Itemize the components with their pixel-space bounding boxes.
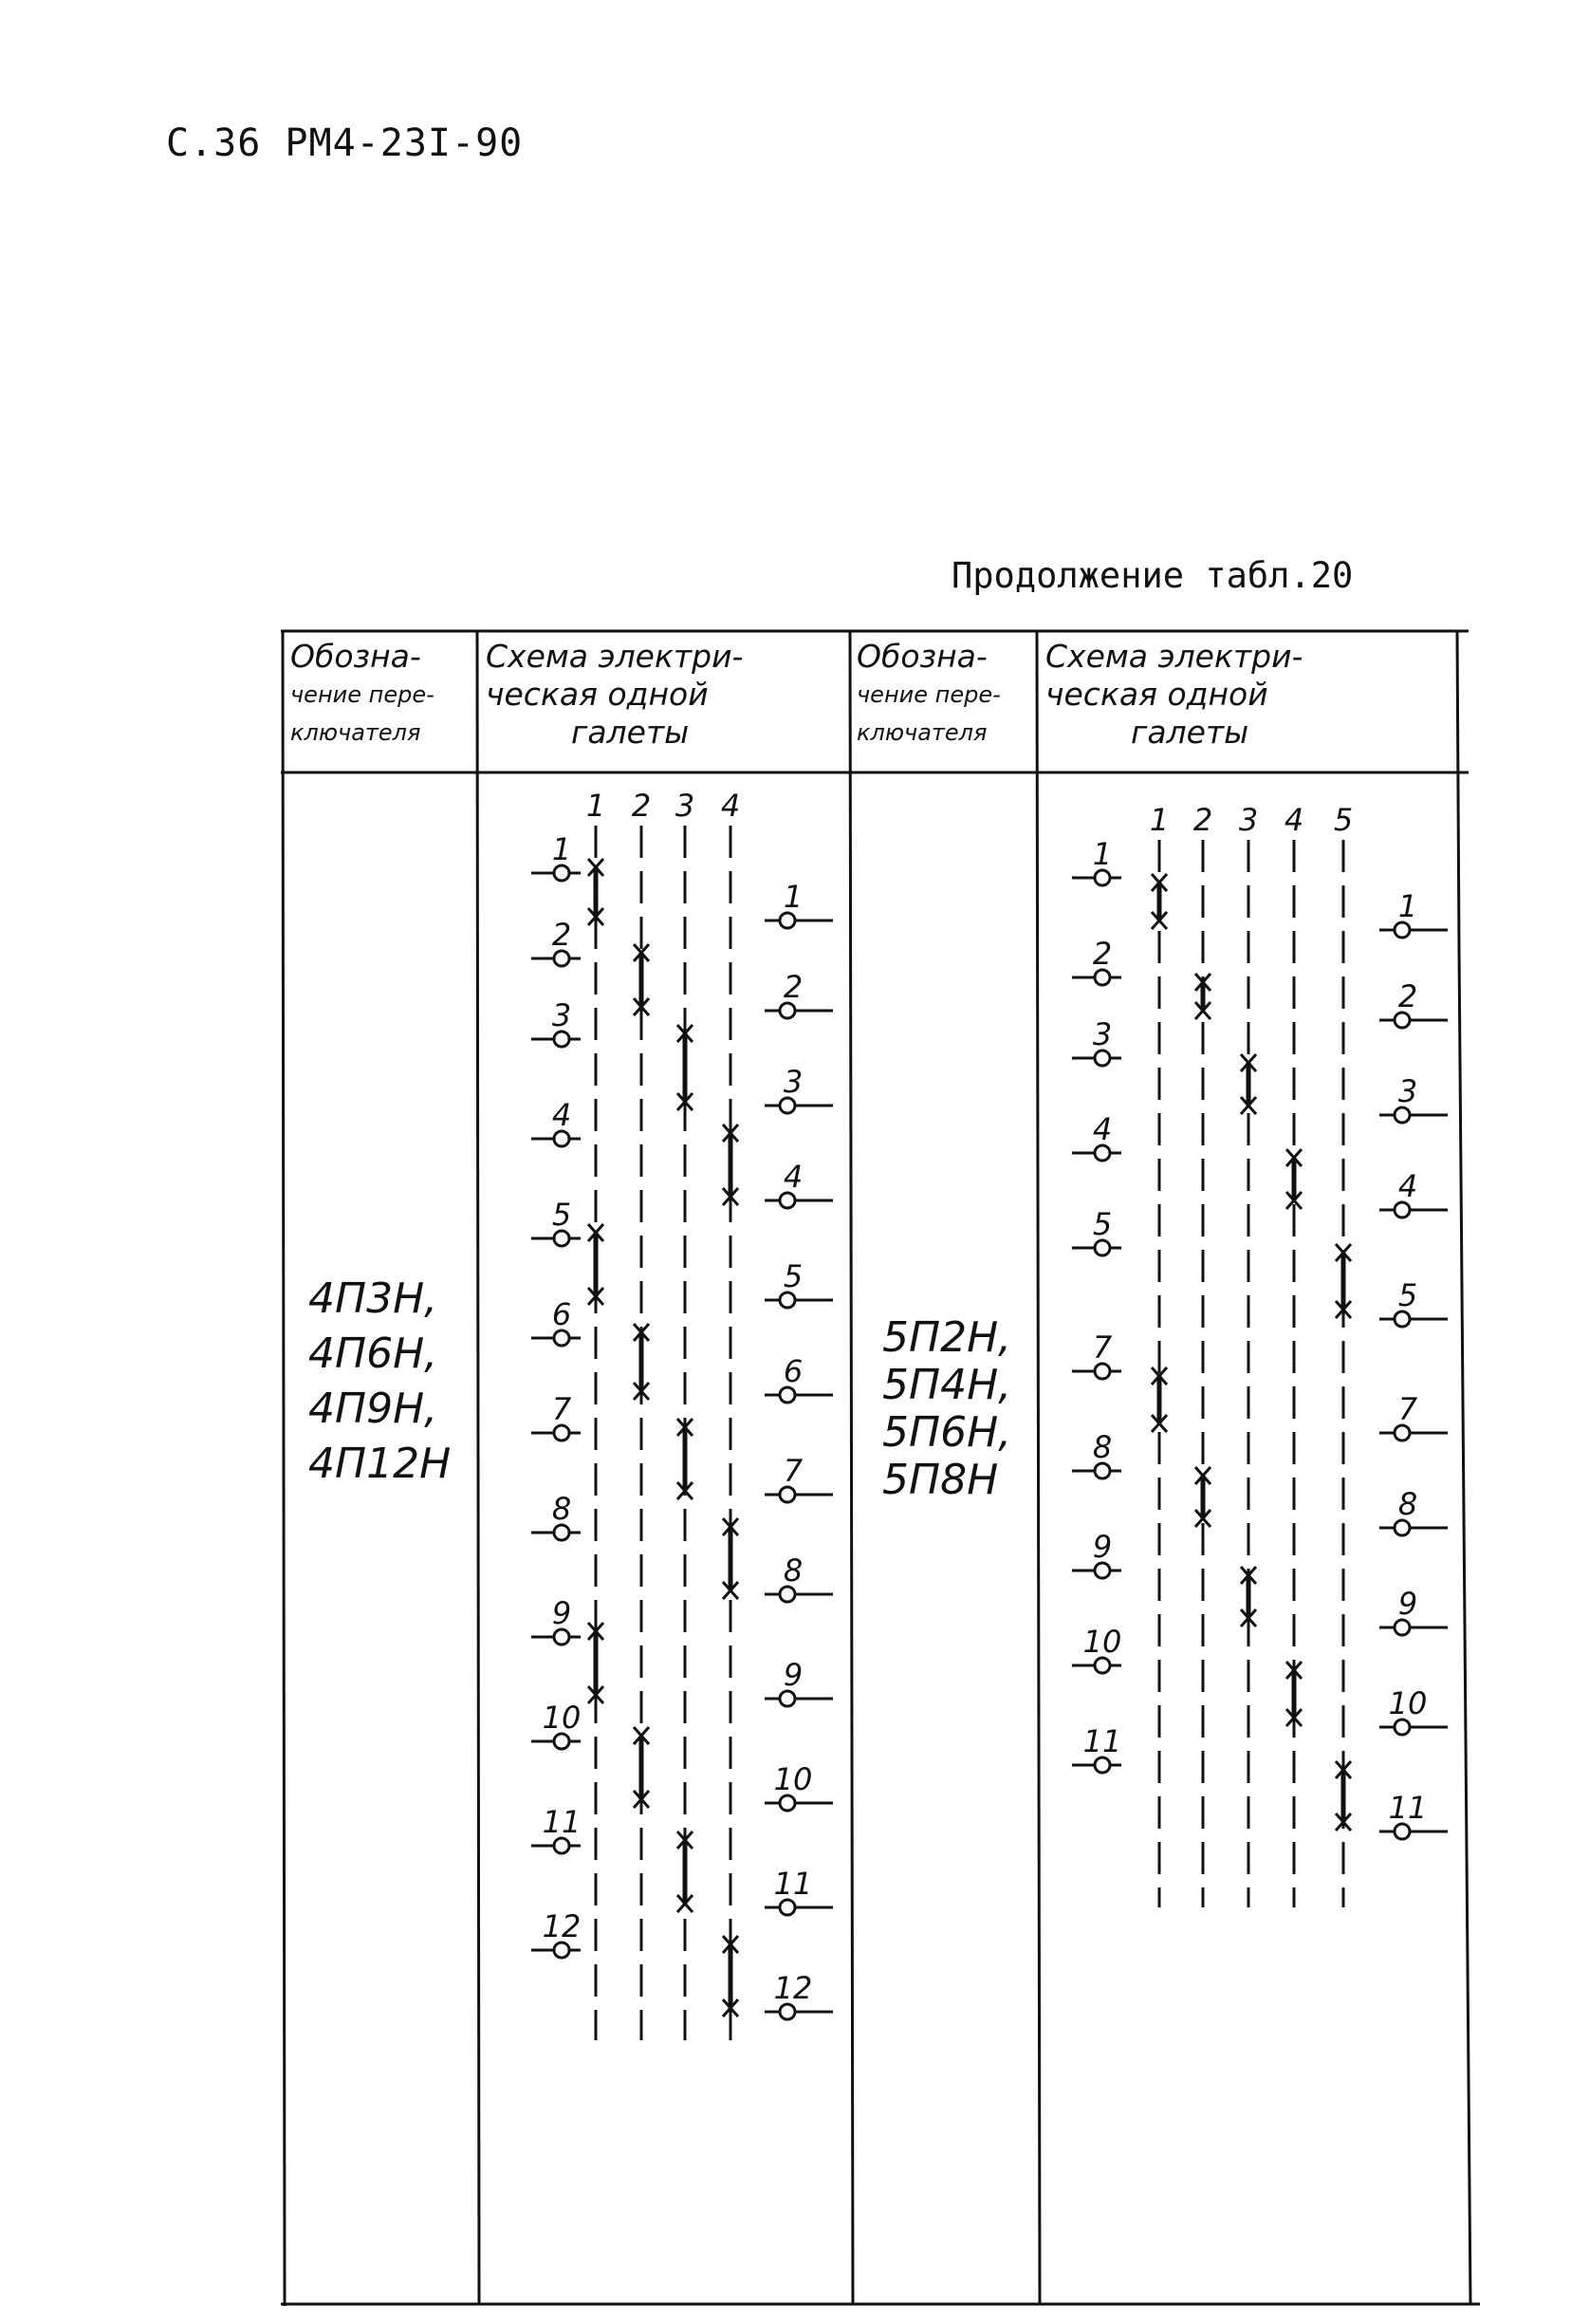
terminal-circle (1395, 1620, 1410, 1635)
designation: 4П3Н, (308, 1274, 438, 1323)
terminal-circle (1395, 1425, 1410, 1441)
terminal-circle (1095, 1145, 1110, 1161)
terminal-number: 7 (1397, 1391, 1418, 1427)
terminal-number: 3 (783, 1064, 804, 1100)
terminal-number: 5 (551, 1197, 572, 1233)
bus-number: 4 (1284, 802, 1304, 838)
terminal-number: 11 (1388, 1790, 1428, 1826)
terminal-number: 2 (551, 917, 572, 953)
terminal-number: 6 (551, 1296, 572, 1332)
terminal-number: 11 (773, 1866, 813, 1902)
terminal-number: 4 (551, 1097, 572, 1133)
terminal-number: 7 (1092, 1329, 1113, 1366)
bus-number: 1 (1149, 802, 1170, 838)
terminal-number: 4 (1092, 1111, 1113, 1147)
terminal-number: 11 (542, 1804, 582, 1840)
bus-number: 3 (675, 788, 695, 824)
designation: 4П9Н, (308, 1385, 438, 1433)
terminal-number: 1 (1397, 888, 1418, 924)
terminal-circle (1395, 922, 1410, 938)
terminal-circle (1095, 1563, 1110, 1578)
header-line: чение пере- (290, 681, 434, 708)
terminal-number: 2 (1397, 978, 1418, 1014)
terminal-number: 12 (773, 1970, 813, 2006)
header-line: ческая одной (1045, 676, 1268, 713)
terminal-number: 1 (1092, 836, 1113, 872)
designation: 5П4Н, (882, 1361, 1012, 1409)
terminal-number: 7 (783, 1453, 804, 1489)
terminal-number: 7 (551, 1391, 572, 1427)
terminal-circle (1395, 1311, 1410, 1327)
terminal-circle (1095, 1050, 1110, 1066)
designation: 5П8Н (882, 1456, 999, 1504)
terminal-number: 2 (1092, 936, 1113, 972)
designation: 5П2Н, (882, 1313, 1012, 1362)
terminal-number: 8 (1092, 1429, 1113, 1465)
header-line: ключателя (290, 719, 421, 746)
terminal-number: 5 (783, 1258, 804, 1294)
terminal-number: 1 (551, 831, 572, 867)
header-line: ческая одной (486, 676, 709, 713)
terminal-number: 8 (1397, 1486, 1418, 1522)
header-line: Схема электри- (1045, 638, 1303, 675)
terminal-number: 4 (1397, 1168, 1418, 1204)
header-line: чение пере- (857, 681, 1001, 708)
terminal-number: 8 (551, 1491, 572, 1527)
header-line: галеты (571, 714, 690, 751)
terminal-number: 4 (783, 1159, 804, 1195)
designation: 4П6Н, (308, 1329, 438, 1378)
terminal-number: 9 (551, 1595, 572, 1631)
terminal-circle (1395, 1520, 1410, 1535)
terminal-circle (1395, 1202, 1410, 1218)
page-header: С.36 РМ4-23I-90 (166, 121, 524, 165)
terminal-number: 3 (551, 997, 572, 1033)
terminal-number: 10 (542, 1700, 582, 1736)
terminal-circle (1095, 1463, 1110, 1478)
designation: 5П6Н, (882, 1408, 1012, 1457)
bus-number: 3 (1238, 802, 1259, 838)
bus-number: 2 (631, 788, 652, 824)
terminal-circle (1395, 1720, 1410, 1735)
terminal-circle (1395, 1013, 1410, 1028)
terminal-number: 11 (1082, 1723, 1122, 1759)
terminal-circle (1095, 1240, 1110, 1255)
terminal-circle (1395, 1824, 1410, 1839)
designation: 4П12Н (308, 1440, 452, 1488)
terminal-number: 5 (1397, 1277, 1418, 1313)
terminal-circle (1095, 1658, 1110, 1673)
terminal-number: 1 (783, 879, 804, 915)
header-line: ключателя (857, 719, 988, 746)
terminal-number: 10 (1082, 1624, 1122, 1660)
bus-number: 5 (1333, 802, 1354, 838)
terminal-number: 10 (1388, 1685, 1428, 1721)
terminal-number: 3 (1397, 1073, 1418, 1109)
bus-number: 4 (720, 788, 741, 824)
terminal-number: 9 (1092, 1529, 1113, 1565)
header-line: Схема электри- (486, 638, 744, 675)
terminal-number: 8 (783, 1552, 804, 1589)
terminal-number: 12 (542, 1908, 582, 1944)
terminal-circle (1095, 1757, 1110, 1773)
bus-number: 2 (1192, 802, 1213, 838)
header-line: галеты (1131, 714, 1249, 751)
terminal-number: 9 (783, 1657, 804, 1693)
terminal-number: 6 (783, 1353, 804, 1389)
terminal-circle (1095, 1364, 1110, 1379)
terminal-number: 3 (1092, 1016, 1113, 1052)
terminal-number: 5 (1092, 1206, 1113, 1242)
table-continuation-caption: Продолжение табл.20 (952, 555, 1354, 596)
terminal-circle (1395, 1107, 1410, 1123)
bus-number: 1 (585, 788, 606, 824)
terminal-circle (1095, 870, 1110, 885)
terminal-number: 2 (783, 969, 804, 1005)
header-line: Обозна- (857, 638, 988, 675)
terminal-circle (1095, 970, 1110, 985)
terminal-number: 10 (773, 1761, 813, 1797)
terminal-number: 9 (1397, 1586, 1418, 1622)
header-line: Обозна- (290, 638, 421, 675)
